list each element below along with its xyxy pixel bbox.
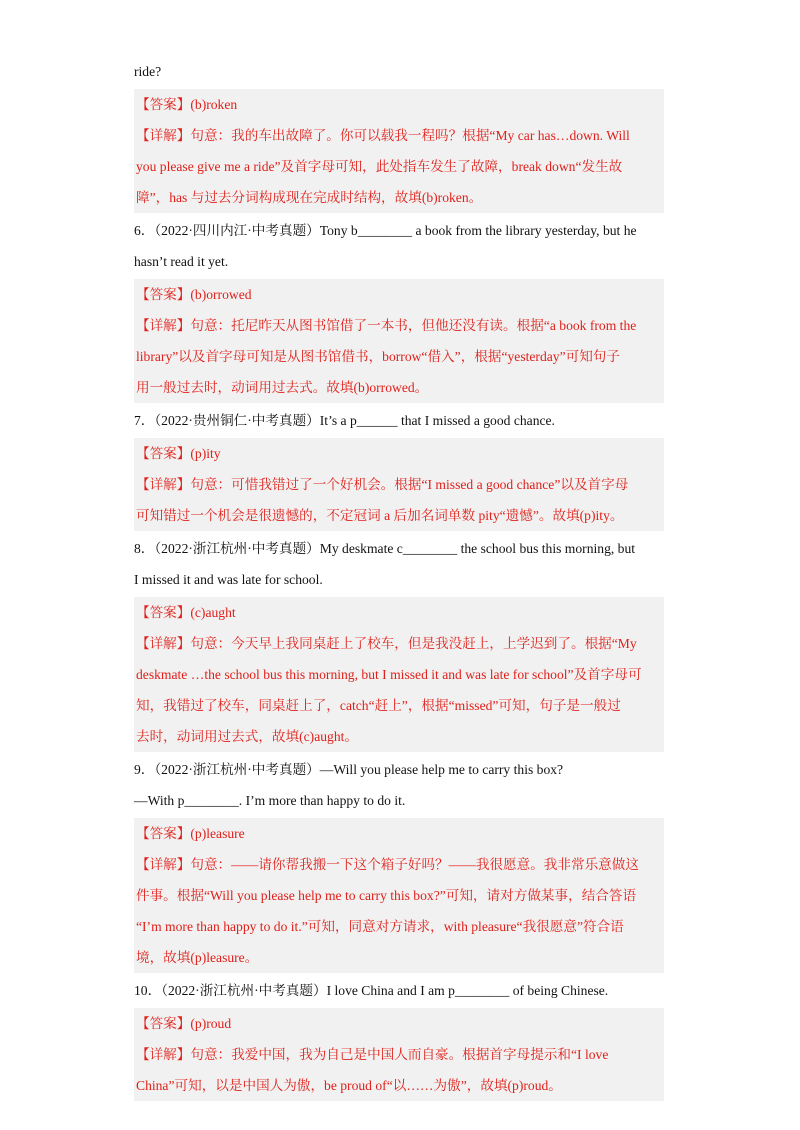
explanation-line: 【详解】句意：我的车出故障了。你可以载我一程吗？根据“My car has…down. Will (136, 128, 630, 143)
question-9 (134, 754, 664, 816)
answer-line: 【答案】(b)orrowed (136, 287, 252, 302)
answer-line: 【答案】(p)ity (136, 446, 221, 461)
question-line: 7．（2022·贵州铜仁·中考真题）It’s a p______ that I missed a good chance. (134, 413, 555, 428)
explanation-line: 用一般过去时，动词用过去式。故填(b)orrowed。 (136, 380, 429, 395)
question-line: 10．（2022·浙江杭州·中考真题）I love China and I am p________ of being Chinese. (134, 983, 609, 998)
explanation-line: 【详解】句意：托尼昨天从图书馆借了一本书，但他还没有读。根据“a book from the (136, 318, 637, 333)
explanation-line: “I’m more than happy to do it.”可知，同意对方请求，with pleasure“我很愿意”符合语 (136, 919, 624, 934)
explanation-line: 境，故填(p)leasure。 (136, 950, 259, 965)
question-line: 8．（2022·浙江杭州·中考真题）My deskmate c________ the school bus this morning, but (134, 541, 636, 556)
question-line: hasn’t read it yet. (134, 254, 229, 269)
explanation-line: 【详解】句意：可惜我错过了一个好机会。根据“I missed a good chance”以及首字母 (136, 477, 629, 492)
answer-box (134, 818, 664, 973)
answer-line: 【答案】(b)roken (136, 97, 238, 112)
question-line: —With p________. I’m more than happy to do it. (134, 793, 406, 808)
answer-line: 【答案】(c)aught (136, 605, 236, 620)
question-10 (134, 975, 664, 1006)
explanation-line: 可知错过一个机会是很遗憾的，不定冠词 a 后加名词单数 pity“遗憾”。故填(p)ity。 (136, 508, 624, 523)
answer-line: 【答案】(p)leasure (136, 826, 245, 841)
question-6 (134, 215, 664, 277)
answer-box (134, 279, 664, 403)
explanation-line: 去时，动词用过去式，故填(c)aught。 (136, 729, 359, 744)
question-line: I missed it and was late for school. (134, 572, 323, 587)
explanation-line: library”以及首字母可知是从图书馆借书，borrow“借入”，根据“yesterday”可知句子 (136, 349, 620, 364)
answer-box (134, 438, 664, 531)
answer-box (134, 89, 664, 213)
explanation-line: 障”，has 与过去分词构成现在完成时结构，故填(b)roken。 (136, 190, 483, 205)
explanation-line: 【详解】句意：今天早上我同桌赶上了校车，但是我没赶上，上学迟到了。根据“My (136, 636, 637, 651)
answer-box (134, 1008, 664, 1101)
question-continuation: ride? (134, 64, 162, 79)
explanation-line: 知，我错过了校车，同桌赶上了，catch“赶上”，根据“missed”可知，句子是一般过 (136, 698, 621, 713)
question-8 (134, 533, 664, 595)
explanation-line: deskmate …the school bus this morning, but I missed it and was late for school”及首字母可 (136, 667, 642, 682)
document-page (134, 56, 664, 1103)
explanation-line: 【详解】句意：我爱中国，我为自己是中国人而自豪。根据首字母提示和“I love (136, 1047, 609, 1062)
explanation-line: 件事。根据“Will you please help me to carry this box?”可知，请对方做某事，结合答语 (136, 888, 637, 903)
answer-line: 【答案】(p)roud (136, 1016, 232, 1031)
explanation-line: 【详解】句意：——请你帮我搬一下这个箱子好吗？——我很愿意。我非常乐意做这 (136, 857, 639, 872)
question-line: 9．（2022·浙江杭州·中考真题）—Will you please help me to carry this box? (134, 762, 564, 777)
explanation-line: you please give me a ride”及首字母可知，此处指车发生了故障，break down“发生故 (136, 159, 623, 174)
question-7 (134, 405, 664, 436)
answer-box (134, 597, 664, 752)
question-line: 6．（2022·四川内江·中考真题）Tony b________ a book from the library yesterday, but he (134, 223, 637, 238)
explanation-line: China”可知，以是中国人为傲，be proud of“以……为傲”，故填(p)roud。 (136, 1078, 562, 1093)
